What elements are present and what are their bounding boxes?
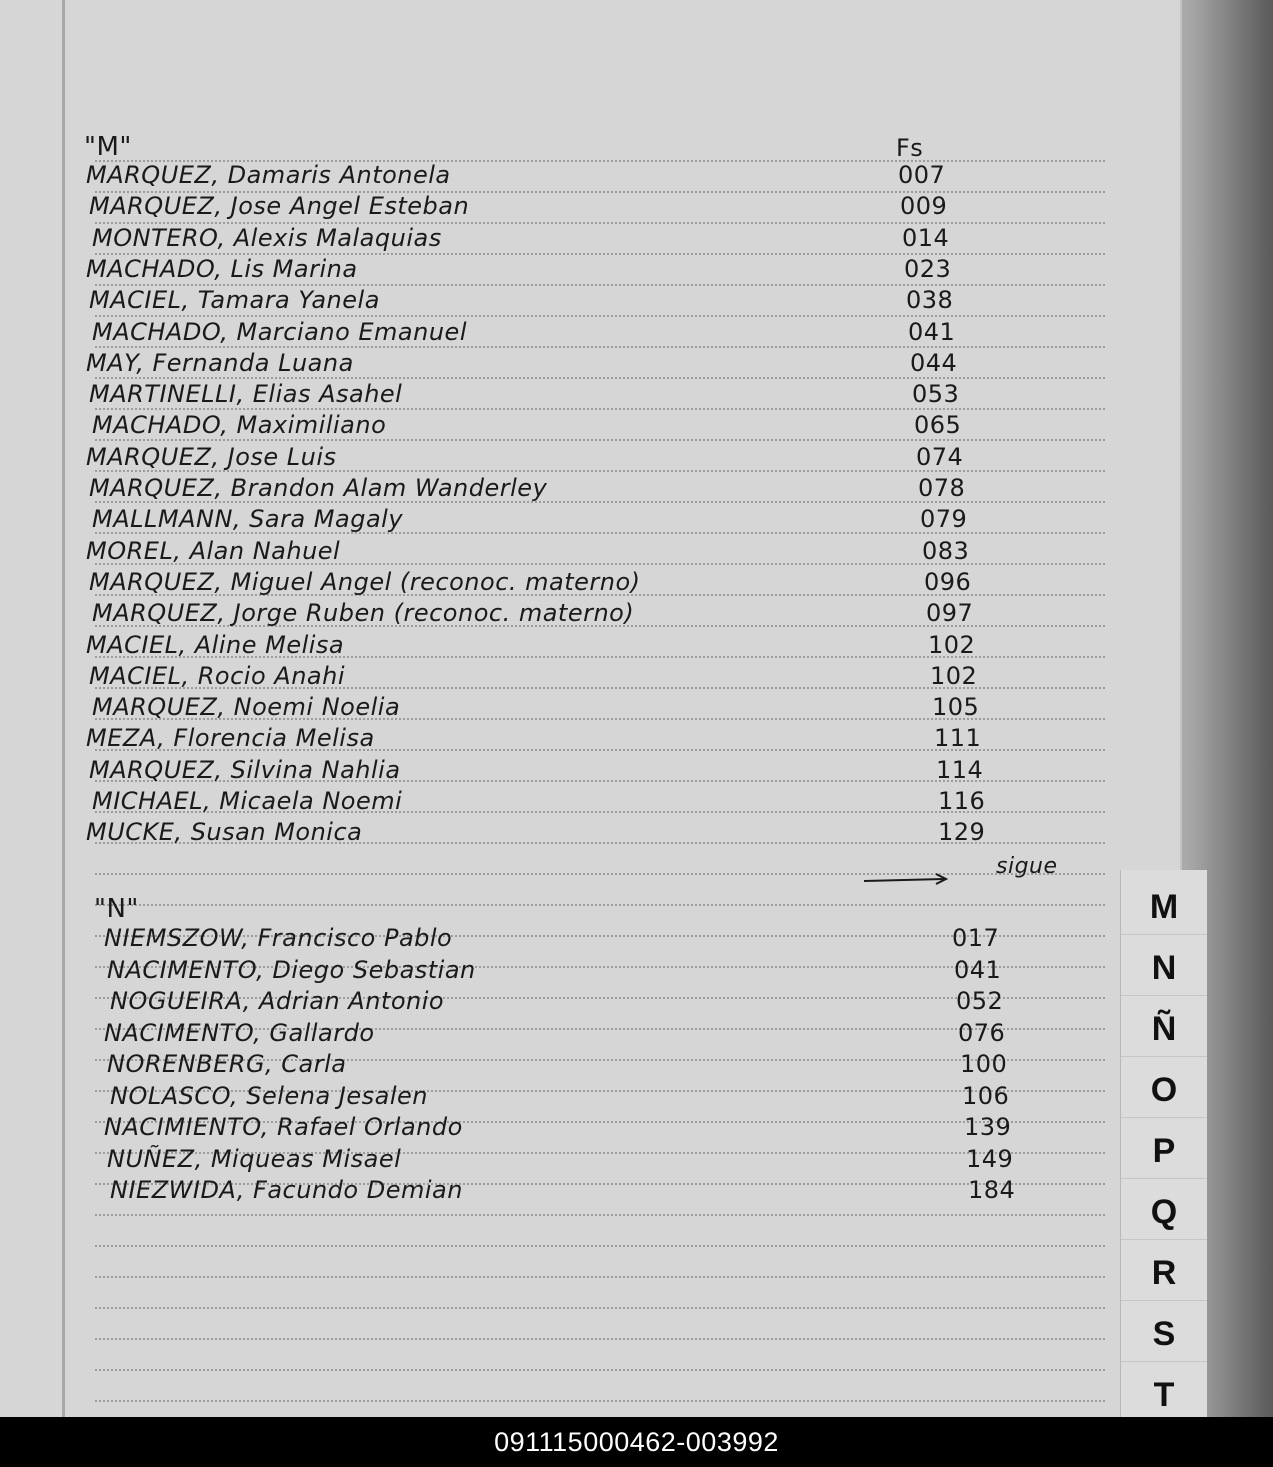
entry-name: NOGUEIRA, Adrian Antonio <box>110 987 445 1015</box>
entry-name: MONTERO, Alexis Malaquias <box>92 223 442 252</box>
continues-label: sigue <box>996 854 1058 879</box>
entry-name: MARQUEZ, Silvina Nahlia <box>89 755 401 784</box>
entry-name: MARQUEZ, Jorge Ruben (reconoc. materno) <box>92 599 635 628</box>
entry-folio: 023 <box>904 254 952 283</box>
entry-name: MARTINELLI, Elias Asahel <box>89 380 403 409</box>
entry-folio: 111 <box>934 724 982 753</box>
index-tab[interactable]: M <box>1121 880 1207 935</box>
entry-folio: 116 <box>938 787 986 815</box>
entry-name: MARQUEZ, Noemi Noelia <box>92 693 401 722</box>
entry-name: MACHADO, Maximiliano <box>92 411 387 440</box>
index-tab[interactable]: T <box>1121 1368 1207 1423</box>
ruled-line <box>95 1338 1105 1340</box>
ruled-line <box>95 1400 1105 1402</box>
continue-arrow-icon <box>862 873 952 887</box>
ruled-line <box>95 1276 1105 1278</box>
entry-name: MUCKE, Susan Monica <box>86 818 363 847</box>
entry-name: NUÑEZ, Miqueas Misael <box>107 1144 402 1173</box>
section-n-header: "N" <box>94 894 139 924</box>
entry-folio: 079 <box>920 505 968 534</box>
entry-name: NIEZWIDA, Facundo Demian <box>110 1176 463 1204</box>
entry-name: MARQUEZ, Miguel Angel (reconoc. materno) <box>89 567 641 596</box>
entry-name: MACHADO, Lis Marina <box>86 254 358 283</box>
document-id-footer <box>0 1417 1273 1467</box>
entry-name: MICHAEL, Micaela Noemi <box>92 787 403 815</box>
entry-name: MACIEL, Rocio Anahi <box>89 661 346 690</box>
entry-name: MAY, Fernanda Luana <box>86 348 354 377</box>
page-fold-line <box>62 0 65 1417</box>
entry-name: NOLASCO, Selena Jesalen <box>110 1081 428 1110</box>
entry-folio: 053 <box>912 380 960 409</box>
entry-name: NIEMSZOW, Francisco Pablo <box>104 924 453 952</box>
ruled-line <box>95 408 1105 410</box>
folio-column-header: Fs <box>896 134 924 162</box>
index-tab[interactable]: S <box>1121 1307 1207 1362</box>
entry-folio: 017 <box>952 924 1000 952</box>
entry-folio: 096 <box>924 567 972 596</box>
index-tab[interactable]: P <box>1121 1124 1207 1179</box>
alphabet-index-tabs <box>1120 870 1207 1417</box>
entry-name: MALLMANN, Sara Magaly <box>92 505 404 534</box>
entry-folio: 139 <box>964 1113 1012 1141</box>
entry-name: MARQUEZ, Jose Angel Esteban <box>89 192 470 221</box>
entry-folio: 149 <box>966 1144 1014 1173</box>
entry-folio: 102 <box>928 630 976 659</box>
entry-folio: 038 <box>906 286 954 315</box>
entry-folio: 052 <box>956 987 1004 1015</box>
ruled-line <box>95 1369 1105 1371</box>
document-id: 091115000462-003992 <box>494 1426 779 1457</box>
entry-folio: 078 <box>918 474 966 502</box>
ruled-line <box>95 439 1105 441</box>
entry-folio: 097 <box>926 599 974 628</box>
ruled-line <box>95 1245 1105 1247</box>
ruled-line <box>95 1307 1105 1309</box>
entry-folio: 041 <box>908 317 956 346</box>
entry-folio: 100 <box>960 1050 1008 1078</box>
entry-folio: 044 <box>910 348 958 377</box>
entry-folio: 083 <box>922 536 970 565</box>
entry-folio: 106 <box>962 1081 1010 1110</box>
index-tab[interactable]: O <box>1121 1063 1207 1118</box>
section-m-header: "M" <box>84 132 132 162</box>
entry-name: MARQUEZ, Damaris Antonela <box>86 161 451 189</box>
entry-name: NACIMENTO, Gallardo <box>104 1018 375 1047</box>
entry-name: NORENBERG, Carla <box>107 1050 347 1078</box>
entry-name: MACIEL, Aline Melisa <box>86 630 345 659</box>
entry-folio: 007 <box>898 161 946 189</box>
entry-name: MACHADO, Marciano Emanuel <box>92 317 467 346</box>
entry-name: MOREL, Alan Nahuel <box>86 536 341 565</box>
index-tab[interactable]: Q <box>1121 1185 1207 1240</box>
entry-name: MARQUEZ, Brandon Alam Wanderley <box>89 474 548 502</box>
ruled-line <box>95 873 1105 875</box>
entry-folio: 184 <box>968 1176 1016 1204</box>
entry-name: MACIEL, Tamara Yanela <box>89 286 380 315</box>
entry-name: MARQUEZ, Jose Luis <box>86 442 337 471</box>
entry-folio: 105 <box>932 693 980 722</box>
ruled-line <box>95 315 1105 317</box>
entry-name: NACIMENTO, Diego Sebastian <box>107 955 476 984</box>
ruled-line <box>95 904 1105 906</box>
entry-name: MEZA, Florencia Melisa <box>86 724 375 753</box>
entry-folio: 076 <box>958 1018 1006 1047</box>
entry-folio: 065 <box>914 411 962 440</box>
ruled-line <box>95 346 1105 348</box>
ruled-line <box>95 1214 1105 1216</box>
entry-folio: 041 <box>954 955 1002 984</box>
entry-folio: 014 <box>902 223 950 252</box>
entry-folio: 129 <box>938 818 986 847</box>
ruled-line <box>95 377 1105 379</box>
entry-name: NACIMIENTO, Rafael Orlando <box>104 1113 463 1141</box>
index-tab[interactable]: Ñ <box>1121 1002 1207 1057</box>
entry-folio: 074 <box>916 442 964 471</box>
entry-folio: 009 <box>900 192 948 221</box>
entry-folio: 114 <box>936 755 984 784</box>
entry-folio: 102 <box>930 661 978 690</box>
index-tab[interactable]: R <box>1121 1246 1207 1301</box>
index-tab[interactable]: N <box>1121 941 1207 996</box>
